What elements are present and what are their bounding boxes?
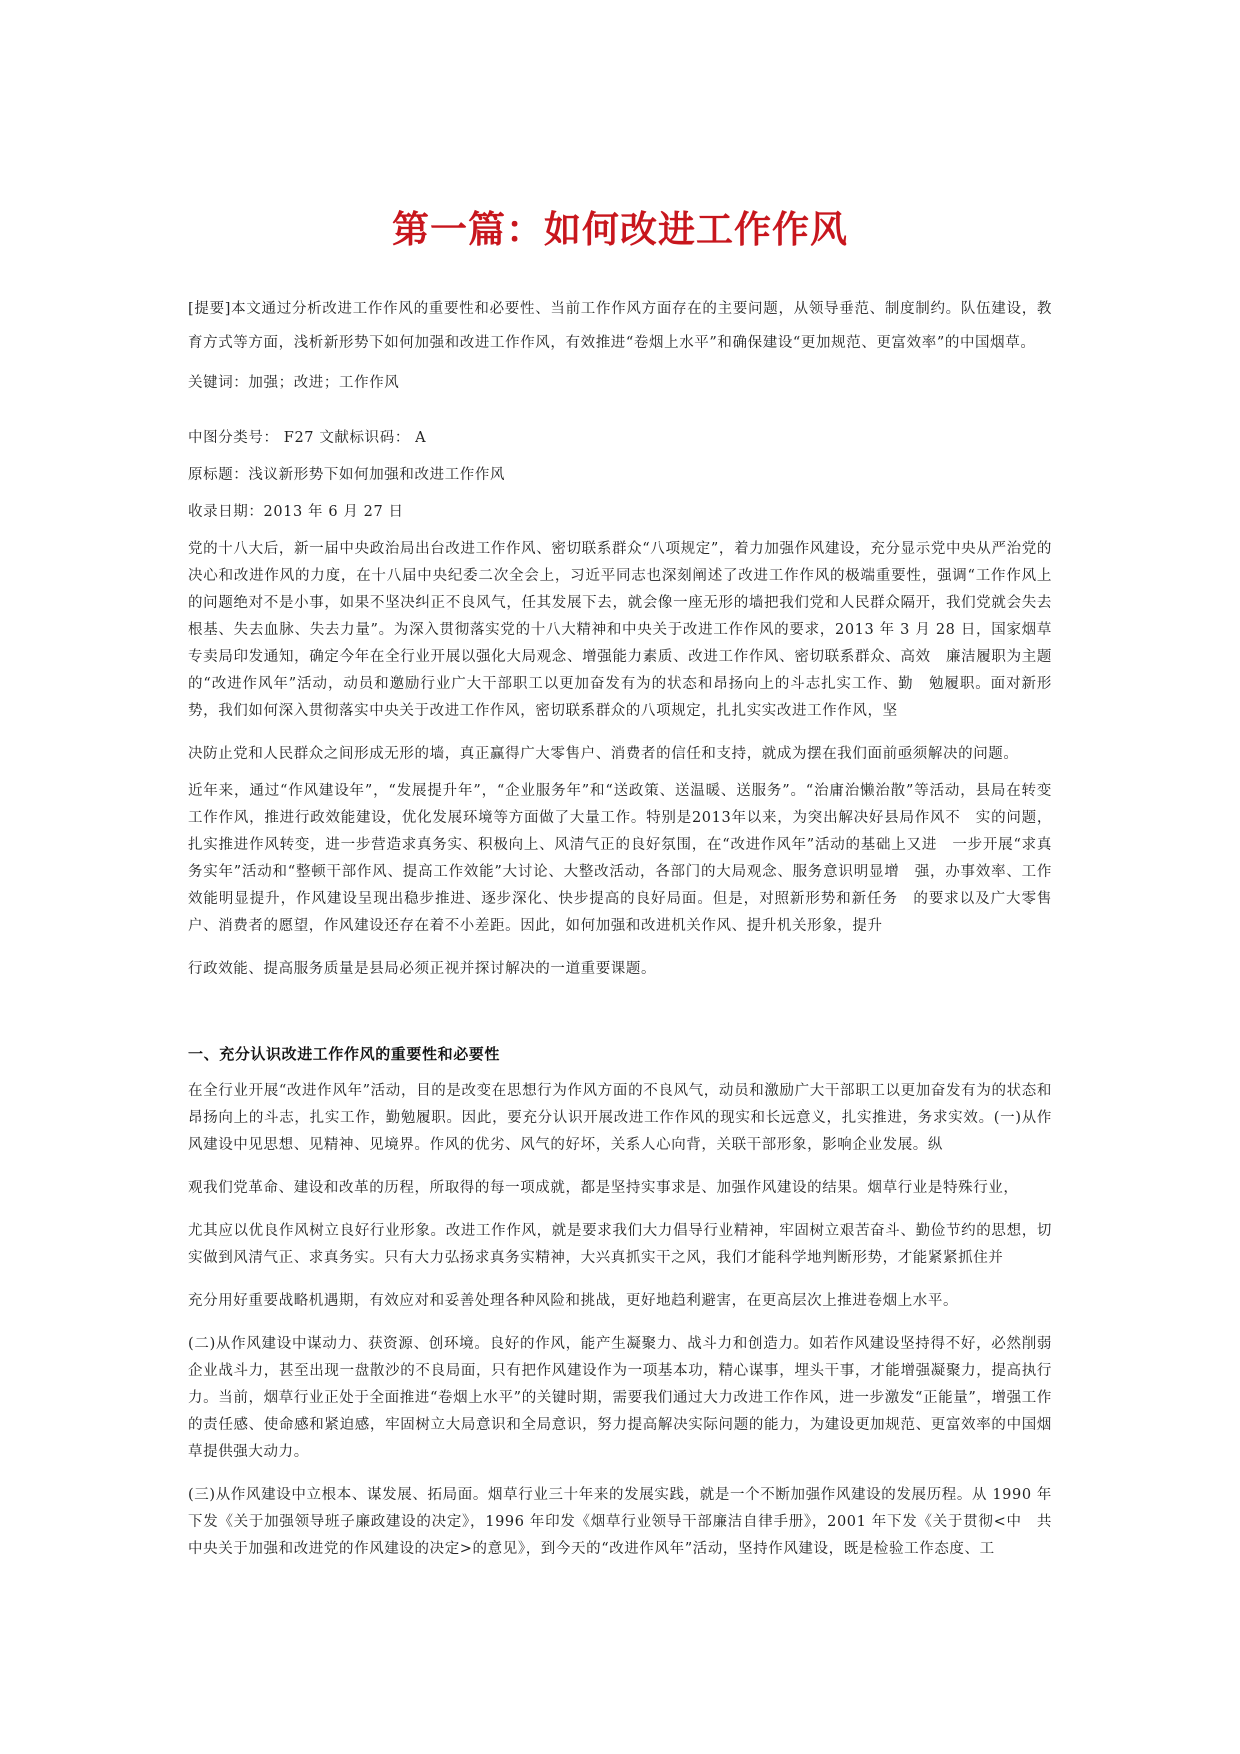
body-paragraph-3-part-c: 尤其应以优良作风树立良好行业形象。改进工作作风，就是要求我们大力倡导行业精神，牢固树立艰苦奋斗、勤俭节约的思想，切实做到风清气正、求真务实。只有大力弘扬求真务实精神，大兴真抓实干之风，我们才能科学地判断形势，才能紧紧抓住并 bbox=[188, 1223, 1052, 1266]
section-heading-1: 一、充分认识改进工作作风的重要性和必要性 bbox=[188, 1045, 501, 1063]
document-body bbox=[188, 292, 1052, 1563]
body-paragraph-3: 在全行业开展“改进作风年”活动，目的是改变在思想行为作风方面的不良风气，动员和激励广大干部职工以更加奋发有为的状态和昂扬向上的斗志，扎实工作，勤勉履职。因此，要充分认识开展改进工作作风的现实和长远意义，扎实推进，务求实效。(一)从作风建设中见思想、见精神、见境界。作风的优劣、风气的好坏，关系人心向背，关联干部形象，影响企业发展。纵 bbox=[188, 1083, 1052, 1153]
abstract-paragraph: [提要]本文通过分析改进工作作风的重要性和必要性、当前工作作风方面存在的主要问题，从领导垂范、制度制约。队伍建设，教育方式等方面，浅析新形势下如何加强和改进工作作风，有效推进“卷烟上水平”和确保建设“更加规范、更富效率”的中国烟草。 bbox=[188, 301, 1052, 351]
classification-line: 中图分类号： F27 文献标识码： A bbox=[188, 430, 427, 446]
keywords-line: 关键词：加强；改进；工作作风 bbox=[188, 375, 400, 391]
body-paragraph-3-part-d: 充分用好重要战略机遇期，有效应对和妥善处理各种风险和挑战，更好地趋利避害，在更高层次上推进卷烟上水平。 bbox=[188, 1293, 959, 1309]
body-paragraph-2: 近年来，通过“作风建设年”，“发展提升年”，“企业服务年”和“送政策、送温暖、送服务”。“治庸治懒治散”等活动，县局在转变工作作风，推进行政效能建设，优化发展环境等方面做了大量工作。特别是2013年以来，为突出解决好县局作风不 实的问题，扎实推进作风转变，进一步营造求真务实、积极向上、风清气正的良好氛围，在“改进作风年”活动的基础上又进 一步开展“求真务实年”活动和“整顿干部作风、提高工作效能”大讨论、大整改活动，各部门的大局观念、服务意识明显增 强，办事效率、工作效能明显提升，作风建设呈现出稳步推进、逐步深化、快步提高的良好局面。但是，对照新形势和新任务 的要求以及广大零售户、消费者的愿望，作风建设还存在着不小差距。因此，如何加强和改进机关作风、提升机关形象，提升 bbox=[188, 783, 1052, 934]
body-paragraph-2-continued: 行政效能、提高服务质量是县局必须正视并探讨解决的一道重要课题。 bbox=[188, 961, 657, 977]
body-paragraph-1-continued: 决防止党和人民群众之间形成无形的墙，真正赢得广大零售户、消费者的信任和支持，就成为摆在我们面前亟须解决的问题。 bbox=[188, 746, 1019, 762]
body-paragraph-4: (二)从作风建设中谋动力、获资源、创环境。良好的作风，能产生凝聚力、战斗力和创造力。如若作风建设坚持得不好，必然削弱企业战斗力，甚至出现一盘散沙的不良局面，只有把作风建设作为一项基本功，精心谋事，埋头干事，才能增强凝聚力，提高执行力。当前，烟草行业正处于全面推进“卷烟上水平”的关键时期，需要我们通过大力改进工作作风，进一步激发“正能量”，增强工作的责任感、使命感和紧迫感，牢固树立大局意识和全局意识，努力提高解决实际问题的能力，为建设更加规范、更富效率的中国烟草提供强大动力。 bbox=[188, 1336, 1052, 1460]
received-date-line: 收录日期：2013 年 6 月 27 日 bbox=[188, 504, 404, 520]
body-paragraph-3-part-b: 观我们党革命、建设和改革的历程，所取得的每一项成就，都是坚持实事求是、加强作风建设的结果。烟草行业是特殊行业， bbox=[188, 1180, 1019, 1196]
original-title-line: 原标题：浅议新形势下如何加强和改进工作作风 bbox=[188, 467, 506, 483]
body-paragraph-5: (三)从作风建设中立根本、谋发展、拓局面。烟草行业三十年来的发展实践，就是一个不断加强作风建设的发展历程。从 1990 年下发《关于加强领导班子廉政建设的决定》，1996 年印发《烟草行业领导干部廉洁自律手册》，2001 年下发《关于贯彻<中 共中央关于加强和改进党的作风建设的决定>的意见》，到今天的“改进作风年”活动，坚持作风建设，既是检验工作态度、工 bbox=[188, 1487, 1052, 1557]
body-paragraph-1: 党的十八大后，新一届中央政治局出台改进工作作风、密切联系群众“八项规定”，着力加强作风建设，充分显示党中央从严治党的决心和改进作风的力度，在十八届中央纪委二次全会上，习近平同志也深刻阐述了改进工作作风的极端重要性，强调“工作作风上的问题绝对不是小事，如果不坚决纠正不良风气，任其发展下去，就会像一座无形的墙把我们党和人民群众隔开，我们党就会失去根基、失去血脉、失去力量”。为深入贯彻落实党的十八大精神和中央关于改进工作作风的要求，2013 年 3 月 28 日，国家烟草专卖局印发通知，确定今年在全行业开展以强化大局观念、增强能力素质、改进工作作风、密切联系群众、高效 廉洁履职为主题的“改进作风年”活动，动员和邀励行业广大干部职工以更加奋发有为的状态和昂扬向上的斗志扎实工作、勤 勉履职。面对新形势，我们如何深入贯彻落实中央关于改进工作作风，密切联系群众的八项规定，扎扎实实改进工作作风，坚 bbox=[188, 541, 1052, 719]
document-title: 第一篇：如何改进工作作风 bbox=[392, 207, 848, 251]
